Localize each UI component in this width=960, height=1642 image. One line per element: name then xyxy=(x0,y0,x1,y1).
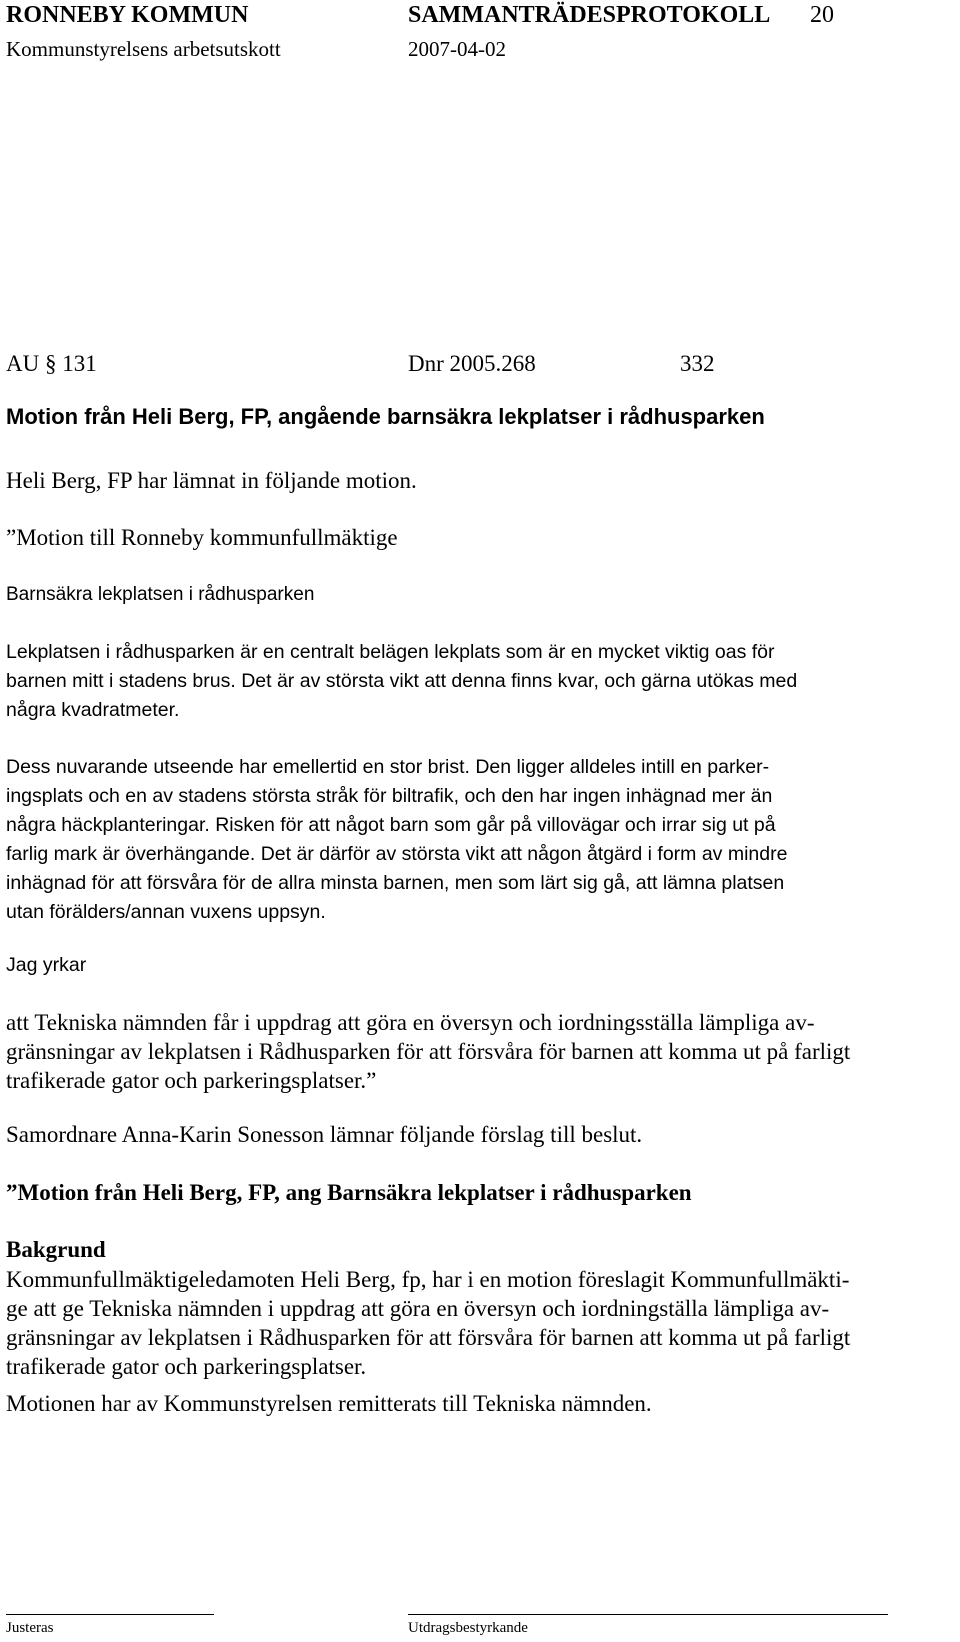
case-code: 332 xyxy=(680,351,715,376)
paragraph-line: några kvadratmeter. xyxy=(6,699,180,721)
motion-demand-label: Jag yrkar xyxy=(6,954,87,976)
case-au-ref: AU § 131 xyxy=(6,351,97,376)
footer-rule-right xyxy=(408,1614,888,1615)
proposal-title: ”Motion från Heli Berg, FP, ang Barnsäkra lekplatser i rådhusparken xyxy=(6,1180,692,1205)
header-committee: Kommunstyrelsens arbetsutskott xyxy=(6,37,281,61)
header-date: 2007-04-02 xyxy=(408,37,506,61)
paragraph-line: farlig mark är överhängande. Det är därför av största vikt att någon åtgärd i form av mindre xyxy=(6,843,788,865)
referral-text: Motionen har av Kommunstyrelsen remitterats till Tekniska nämnden. xyxy=(6,1391,652,1416)
paragraph-line: utan förälders/annan vuxens uppsyn. xyxy=(6,901,326,923)
paragraph-line: Lekplatsen i rådhusparken är en centralt belägen lekplats som är en mycket viktig oas för xyxy=(6,641,775,663)
coordinator-note: Samordnare Anna-Karin Sonesson lämnar följande förslag till beslut. xyxy=(6,1122,643,1147)
header-org: RONNEBY KOMMUN xyxy=(6,2,249,28)
paragraph-line: Dess nuvarande utseende har emellertid en stor brist. Den ligger alldeles intill en parker- xyxy=(6,756,770,778)
motion-subheading: Barnsäkra lekplatsen i rådhusparken xyxy=(6,584,315,605)
paragraph-line: gränsningar av lekplatsen i Rådhusparken för att försvåra för barnen att komma ut på farligt xyxy=(6,1039,851,1064)
header-page-number: 20 xyxy=(810,2,834,28)
motion-paragraph-1 xyxy=(6,638,797,725)
paragraph-line: barnen mitt i stadens brus. Det är av största vikt att denna finns kvar, och gärna utökas med xyxy=(6,670,798,692)
footer-utdrag-label: Utdragsbestyrkande xyxy=(408,1620,528,1636)
paragraph-line: att Tekniska nämnden får i uppdrag att göra en översyn och iordningsställa lämpliga av- xyxy=(6,1010,815,1035)
paragraph-line: Kommunfullmäktigeledamoten Heli Berg, fp, har i en motion föreslagit Kommunfullmäkti- xyxy=(6,1267,850,1292)
paragraph-line: inhägnad för att försvåra för de allra minsta barnen, men som lärt sig gå, att lämna platsen xyxy=(6,872,785,894)
motion-paragraph-2 xyxy=(6,753,787,927)
header-doc-type: SAMMANTRÄDESPROTOKOLL xyxy=(408,2,771,28)
case-title: Motion från Heli Berg, FP, angående barnsäkra lekplatser i rådhusparken xyxy=(6,404,765,429)
motion-heading: ”Motion till Ronneby kommunfullmäktige xyxy=(6,525,398,550)
paragraph-line: ingsplats och en av stadens största stråk för biltrafik, och den har ingen inhägnad mer än xyxy=(6,785,773,807)
background-label: Bakgrund xyxy=(6,1237,106,1262)
intro-text: Heli Berg, FP har lämnat in följande motion. xyxy=(6,468,417,493)
background-text xyxy=(6,1265,850,1381)
paragraph-line: trafikerade gator och parkeringsplatser. xyxy=(6,1354,367,1379)
motion-demand xyxy=(6,1008,850,1095)
paragraph-line: gränsningar av lekplatsen i Rådhusparken för att försvåra för barnen att komma ut på farligt xyxy=(6,1325,851,1350)
case-dnr: Dnr 2005.268 xyxy=(408,351,536,376)
footer-justeras-label: Justeras xyxy=(6,1620,54,1636)
footer-rule-left xyxy=(6,1614,214,1615)
paragraph-line: trafikerade gator och parkeringsplatser.” xyxy=(6,1068,377,1093)
paragraph-line: några häckplanteringar. Risken för att något barn som går på villovägar och irrar sig ut på xyxy=(6,814,776,836)
paragraph-line: ge att ge Tekniska nämnden i uppdrag att göra en översyn och iordningställa lämpliga av- xyxy=(6,1296,830,1321)
